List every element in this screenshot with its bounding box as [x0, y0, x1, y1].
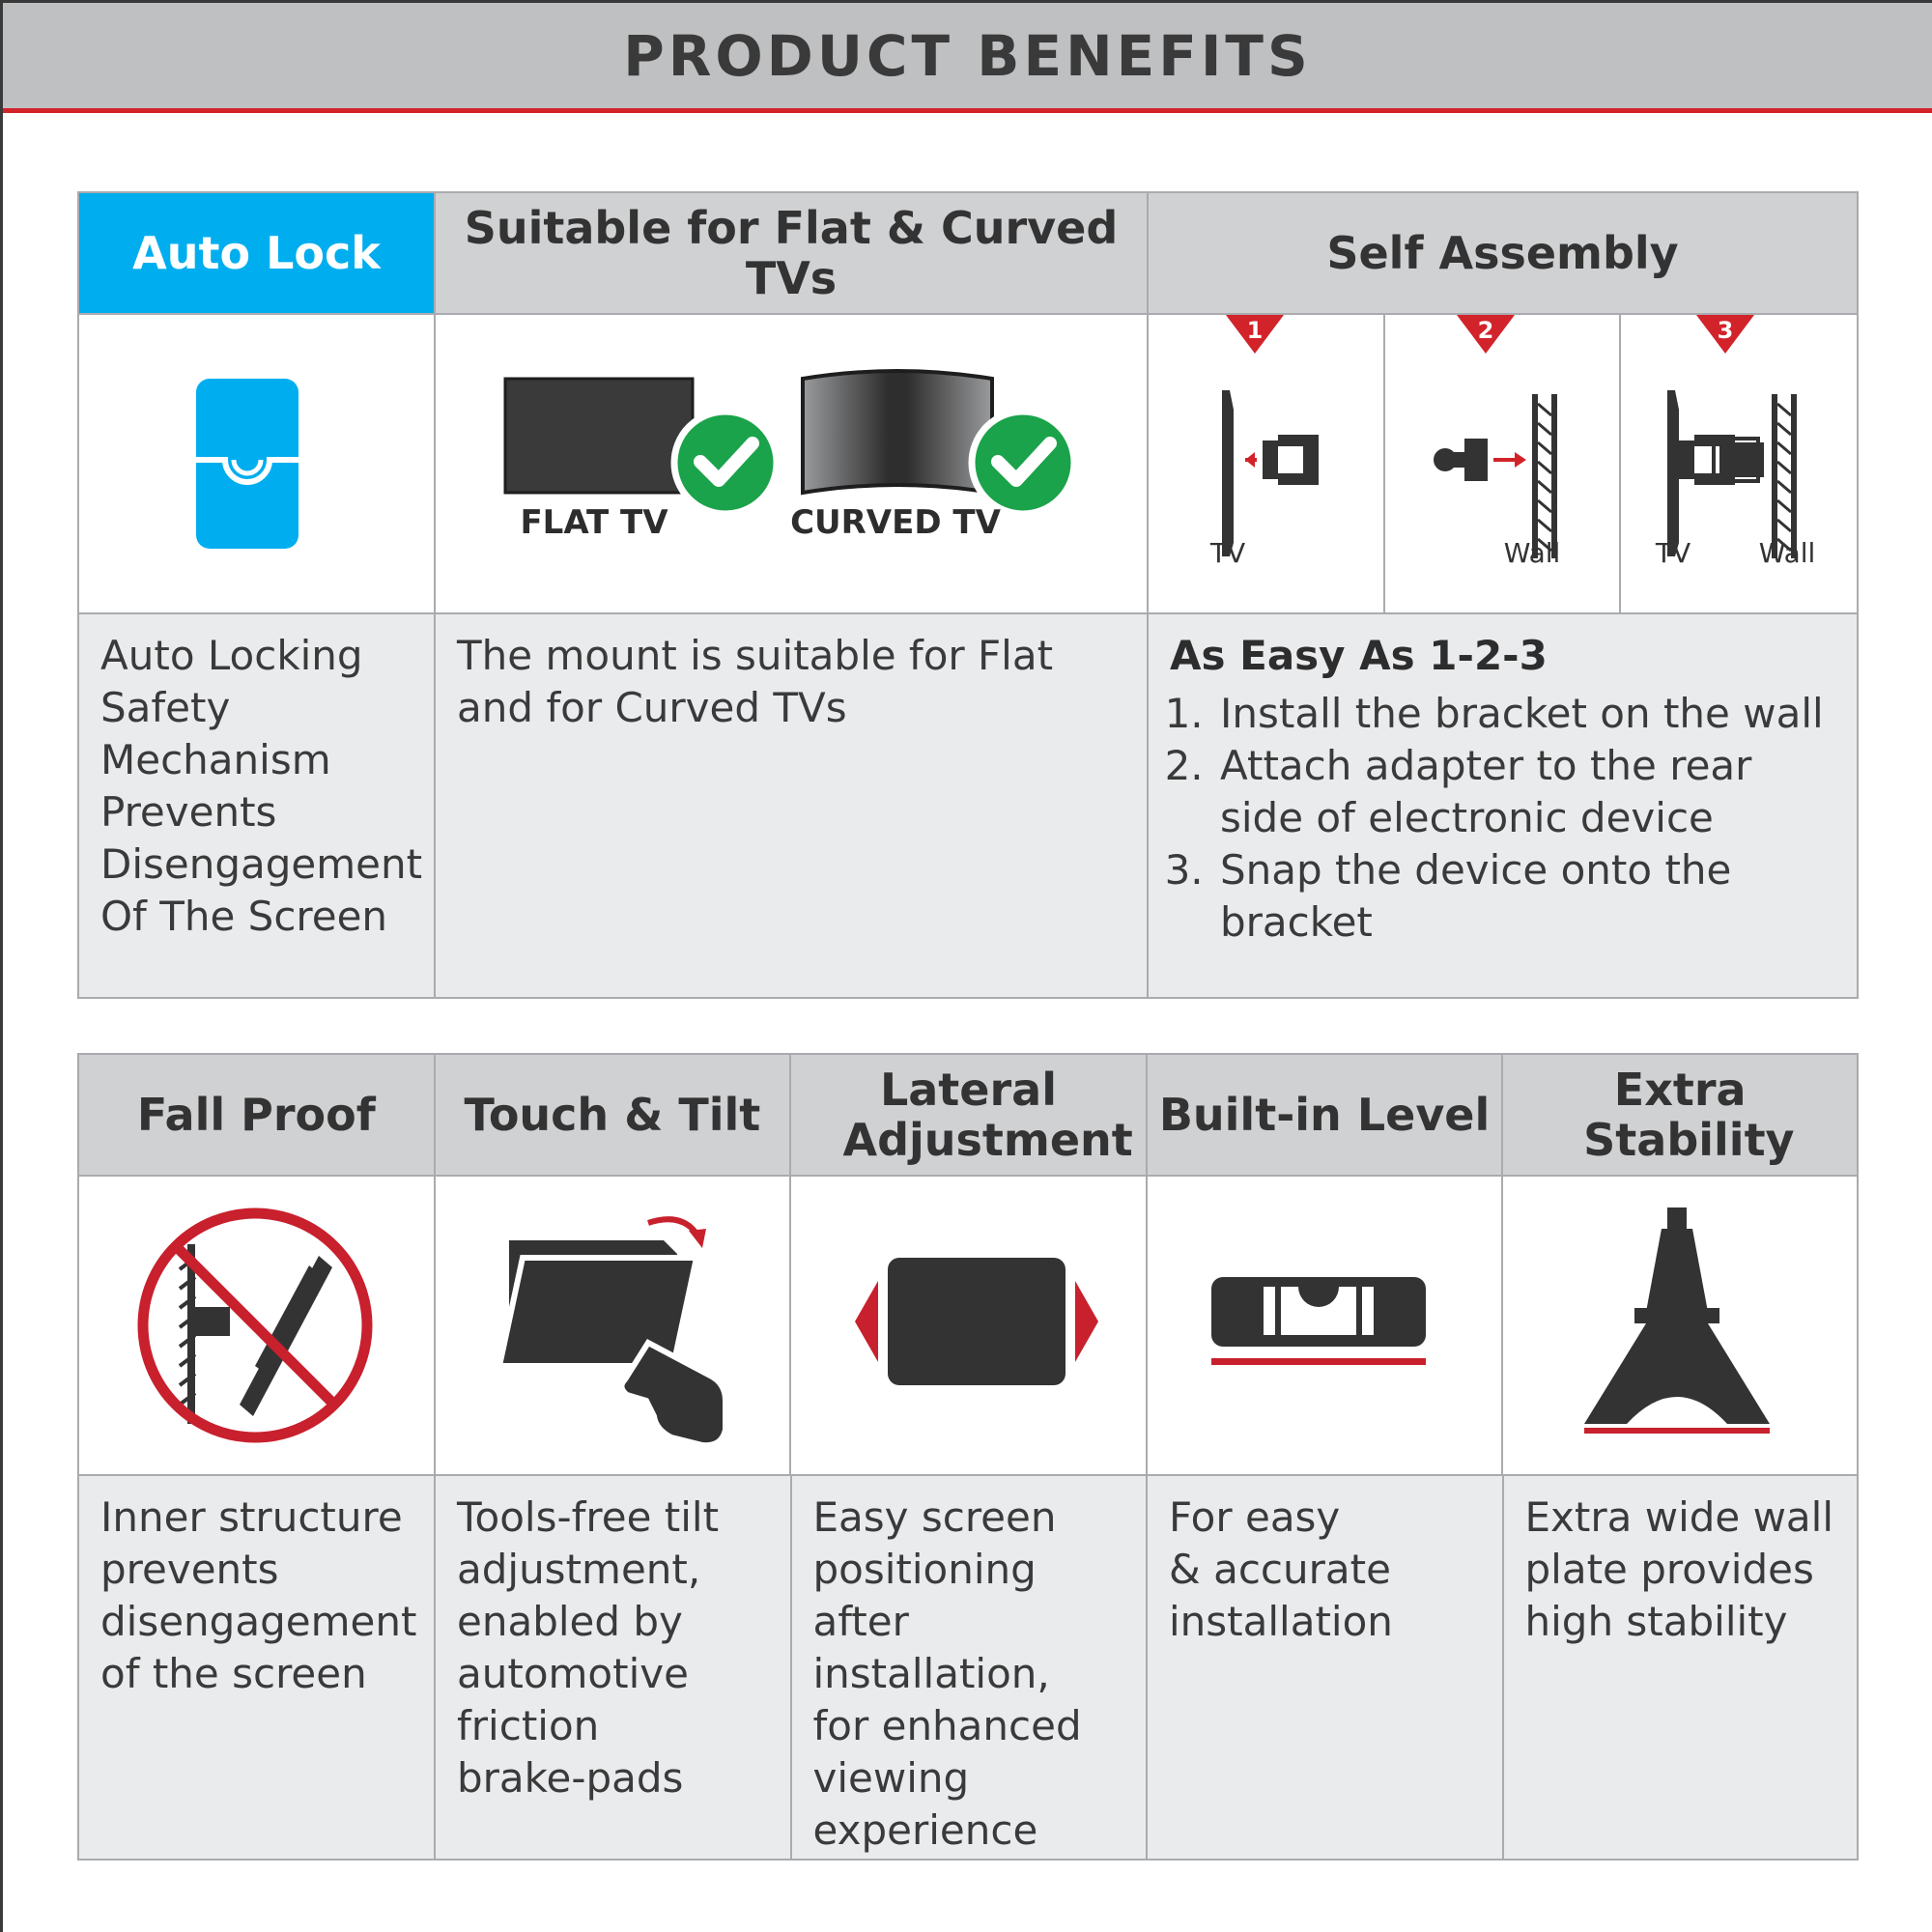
- page-title: PRODUCT BENEFITS: [623, 22, 1312, 89]
- eiffel-tower-icon: [1503, 1177, 1853, 1474]
- touch-tilt-icon: [436, 1177, 788, 1474]
- auto-lock-icon: [79, 315, 432, 612]
- header-row: [79, 193, 1857, 315]
- benefits-table-bottom: [77, 1053, 1859, 1861]
- no-fall-icon: [79, 1177, 432, 1474]
- step-1-cell: [1149, 315, 1385, 612]
- flat-curved-icon-cell: [436, 315, 1149, 612]
- icon-row: [79, 315, 1857, 614]
- svg-text:TV: TV: [1209, 537, 1246, 569]
- extra-stability-icon-cell: [1503, 1177, 1857, 1474]
- lateral-adjustment-icon-cell: [791, 1177, 1148, 1474]
- list-item: 3. Snap the device onto the bracket: [1216, 844, 1835, 949]
- lateral-adjustment-description: Easy screen positioning after installation, for enhanced viewing experience: [792, 1476, 1149, 1859]
- benefits-table-top: [77, 191, 1859, 999]
- list-item: 1. Install the bracket on the wall: [1216, 688, 1835, 740]
- header-fall-proof: Fall Proof: [79, 1055, 436, 1175]
- banner: [3, 3, 1932, 113]
- flat-curved-description: The mount is suitable for Flat and for Curved TVs: [436, 614, 1149, 997]
- svg-text:3: 3: [1717, 317, 1734, 344]
- header-auto-lock: Auto Lock: [79, 193, 436, 313]
- step-2-cell: [1385, 315, 1621, 612]
- touch-tilt-description: Tools-free tilt adjustment, enabled by automotive friction brake-pads: [436, 1476, 792, 1859]
- list-item: 2. Attach adapter to the rear side of electronic device: [1216, 740, 1835, 844]
- lateral-adjustment-icon: [791, 1177, 1144, 1474]
- auto-lock-icon-cell: [79, 315, 436, 612]
- description-row: [79, 1476, 1857, 1859]
- self-assembly-title: As Easy As 1-2-3: [1170, 632, 1548, 679]
- extra-stability-description: Extra wide wall plate provides high stability: [1524, 1493, 1834, 1645]
- step-3-icon: [1621, 315, 1855, 612]
- header-touch-tilt: Touch & Tilt: [436, 1055, 792, 1175]
- flat-tv-icon: [505, 379, 777, 514]
- fall-proof-icon-cell: [79, 1177, 436, 1474]
- touch-tilt-icon-cell: [436, 1177, 792, 1474]
- header-extra-stability: Extra Stability: [1583, 1064, 1795, 1166]
- step-3-cell: [1621, 315, 1855, 612]
- self-assembly-description: [1149, 614, 1857, 997]
- curved-tv-icon: [803, 371, 1074, 514]
- header-self-assembly: Self Assembly: [1326, 227, 1679, 279]
- curved-tv-label: CURVED TV: [790, 503, 1001, 542]
- description-row: [79, 614, 1857, 997]
- self-assembly-icon-cell: [1149, 315, 1857, 612]
- fall-proof-description: Inner structure prevents disengagement of the screen: [79, 1476, 436, 1859]
- svg-text:1: 1: [1246, 317, 1264, 344]
- instruction-list: [1170, 688, 1835, 949]
- header-built-in-level: Built-in Level: [1148, 1055, 1504, 1175]
- svg-text:Wall: Wall: [1758, 537, 1816, 569]
- header-lateral-adjustment: Lateral Adjustment: [791, 1055, 1148, 1175]
- header-row: [79, 1055, 1857, 1177]
- svg-text:Wall: Wall: [1503, 537, 1561, 569]
- built-in-level-description: For easy & accurate installation: [1148, 1476, 1504, 1859]
- auto-lock-description: Auto Locking Safety Mechanism Prevents Disengagement Of The Screen: [79, 614, 436, 997]
- step-2-icon: [1385, 315, 1619, 612]
- flat-tv-label: FLAT TV: [520, 503, 668, 542]
- svg-text:TV: TV: [1655, 537, 1691, 569]
- spirit-level-icon: [1148, 1177, 1500, 1474]
- step-1-icon: [1149, 315, 1383, 612]
- icon-row: [79, 1177, 1857, 1476]
- header-flat-curved: Suitable for Flat & Curved TVs: [436, 193, 1149, 313]
- built-in-level-icon-cell: [1148, 1177, 1504, 1474]
- svg-text:2: 2: [1477, 317, 1494, 344]
- flat-curved-tv-icon: [436, 315, 1145, 612]
